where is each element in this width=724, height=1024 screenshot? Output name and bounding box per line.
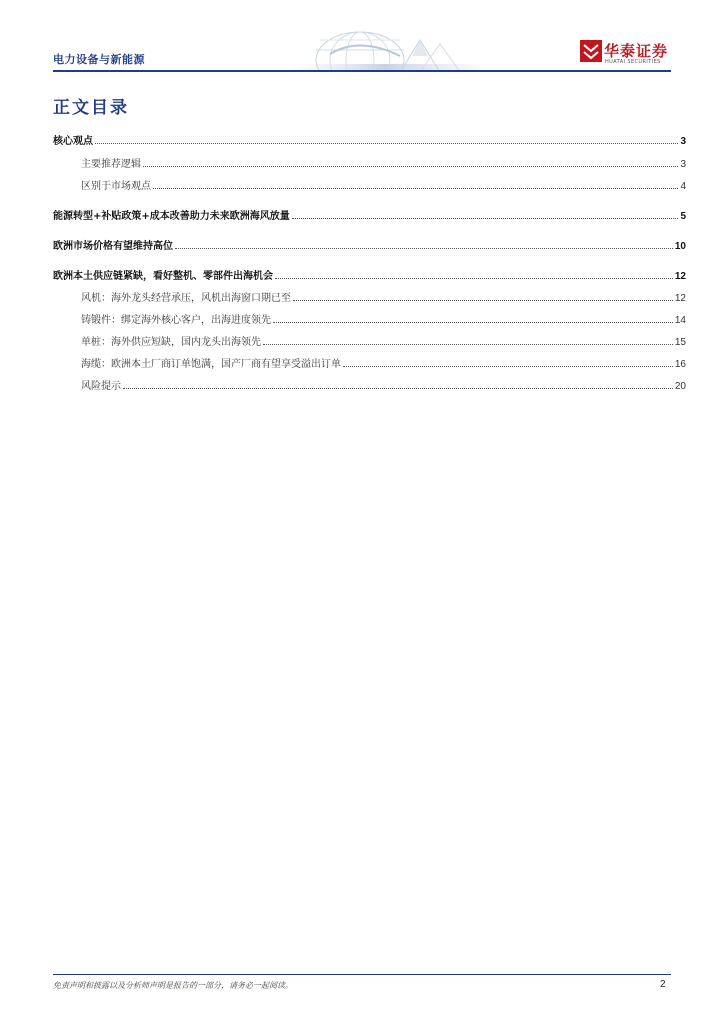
toc-leader-dots bbox=[343, 365, 673, 367]
toc-entry-page: 5 bbox=[680, 211, 686, 222]
toc-entry-page: 12 bbox=[674, 293, 686, 304]
toc-heading: 正文目录 bbox=[53, 98, 129, 118]
toc-leader-dots bbox=[273, 321, 673, 323]
toc-entry-page: 16 bbox=[674, 359, 686, 370]
toc-entry-label: 区别于市场观点 bbox=[81, 181, 151, 192]
toc-entry[interactable] bbox=[81, 310, 686, 326]
toc-entry-label: 能源转型+补贴政策+成本改善助力未来欧洲海风放量 bbox=[53, 211, 290, 222]
toc-entry[interactable] bbox=[53, 131, 686, 147]
logo-chinese-name: 华泰证券 bbox=[604, 42, 669, 60]
page-header bbox=[0, 0, 724, 72]
toc-entry-page: 10 bbox=[674, 241, 686, 252]
company-logo bbox=[580, 38, 680, 68]
header-divider bbox=[53, 70, 671, 72]
toc-entry-page: 3 bbox=[680, 136, 686, 147]
toc-leader-dots bbox=[95, 142, 678, 144]
toc-leader-dots bbox=[293, 299, 673, 301]
toc-entry-page: 12 bbox=[674, 271, 686, 282]
toc-entry-label: 铸锻件：绑定海外核心客户，出海进度领先 bbox=[81, 315, 271, 326]
toc-entry[interactable] bbox=[81, 154, 686, 170]
toc-entry-page: 15 bbox=[674, 337, 686, 348]
toc-entry[interactable] bbox=[81, 176, 686, 192]
toc-entry-page: 20 bbox=[674, 381, 686, 392]
toc-entry-label: 主要推荐逻辑 bbox=[81, 159, 141, 170]
footer-divider bbox=[53, 974, 671, 975]
toc-entry[interactable] bbox=[81, 354, 686, 370]
toc-entry[interactable] bbox=[81, 288, 686, 304]
toc-entry[interactable] bbox=[81, 376, 686, 392]
toc-leader-dots bbox=[263, 343, 673, 345]
page-number: 2 bbox=[660, 979, 666, 990]
toc-entry-label: 风险提示 bbox=[81, 381, 121, 392]
toc-entry[interactable] bbox=[53, 236, 686, 252]
toc-leader-dots bbox=[175, 247, 673, 249]
toc-entry-page: 3 bbox=[680, 159, 686, 170]
globe-graphic bbox=[290, 26, 480, 72]
logo-mark-icon bbox=[580, 40, 602, 62]
toc-entry[interactable] bbox=[53, 266, 686, 282]
toc-leader-dots bbox=[292, 217, 679, 219]
disclaimer-text: 免责声明和披露以及分析师声明是报告的一部分，请务必一起阅读。 bbox=[53, 981, 293, 990]
toc-entry-label: 海缆：欧洲本土厂商订单饱满，国产厂商有望享受溢出订单 bbox=[81, 359, 341, 370]
logo-english-name: HUATAI SECURITIES bbox=[605, 59, 661, 65]
toc-entry-label: 核心观点 bbox=[53, 136, 93, 147]
toc-leader-dots bbox=[275, 277, 673, 279]
toc-entry-label: 风机：海外龙头经营承压，风机出海窗口期已至 bbox=[81, 293, 291, 304]
toc-leader-dots bbox=[123, 387, 673, 389]
toc-entry-page: 14 bbox=[674, 315, 686, 326]
toc-entry[interactable] bbox=[81, 332, 686, 348]
toc-leader-dots bbox=[143, 165, 678, 167]
toc-entry-label: 单桩：海外供应短缺，国内龙头出海领先 bbox=[81, 337, 261, 348]
section-title: 电力设备与新能源 bbox=[53, 53, 145, 66]
toc-entry-label: 欧洲本土供应链紧缺，看好整机、零部件出海机会 bbox=[53, 271, 273, 282]
toc-leader-dots bbox=[153, 187, 678, 189]
toc-entry-page: 4 bbox=[680, 181, 686, 192]
toc-entry[interactable] bbox=[53, 206, 686, 222]
toc-entry-label: 欧洲市场价格有望维持高位 bbox=[53, 241, 173, 252]
